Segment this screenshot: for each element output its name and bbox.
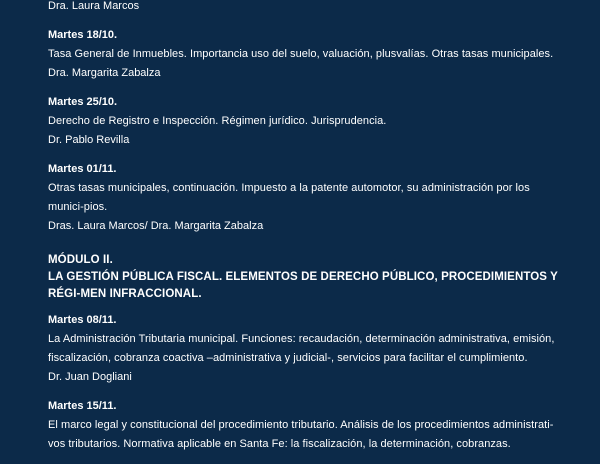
session-speaker: Dras. Laura Marcos/ Dra. Margarita Zabalza [48,220,264,232]
session-date: Martes 18/10. [48,29,118,41]
module-title: LA GESTIÓN PÚBLICA FISCAL. ELEMENTOS DE DERECHO PÚBLICO, PROCEDIMIENTOS Y RÉGI-MEN INFRACCIONAL. [48,271,558,300]
session-description: Derecho de Registro e Inspección. Régimen jurídico. Jurisprudencia. [48,115,387,127]
session-speaker: Dr. Pablo Revilla [48,134,130,146]
session-item [48,397,568,454]
session-item [48,311,568,387]
session-description: La Administración Tributaria municipal. Funciones: recaudación, determinación administrativa, emisión, fiscalización, cobranza coactiva –administrativa y judicial-, servicios para facilitar el cumplimiento. [48,333,555,364]
session-date: Martes 01/11. [48,163,117,175]
session-description: Tasa General de Inmuebles. Importancia uso del suelo, valuación, plusvalías. Otras tasas municipales. [48,48,554,60]
session-speaker: Dr. Juan Dogliani [48,371,132,383]
module-label: MÓDULO II. [48,254,113,266]
session-speaker: Dra. Laura Marcos [48,0,140,12]
session-description: El marco legal y constitucional del procedimiento tributario. Análisis de los procedimientos administrati-vos tributarios. Normativa aplicable en Santa Fe: la fiscalización, la determinación, cobranzas. [48,419,554,450]
module-heading [48,252,568,303]
session-description: Otras tasas municipales, continuación. Impuesto a la patente automotor, su administración por los munici-pios. [48,182,530,213]
session-date: Martes 15/11. [48,400,117,412]
session-date: Martes 25/10. [48,96,118,108]
program-document [48,0,568,464]
session-item [48,93,568,150]
session-item [48,160,568,236]
session-item [48,0,568,16]
session-item [48,26,568,83]
session-speaker: Dra. Margarita Zabalza [48,67,161,79]
session-date: Martes 08/11. [48,314,117,326]
